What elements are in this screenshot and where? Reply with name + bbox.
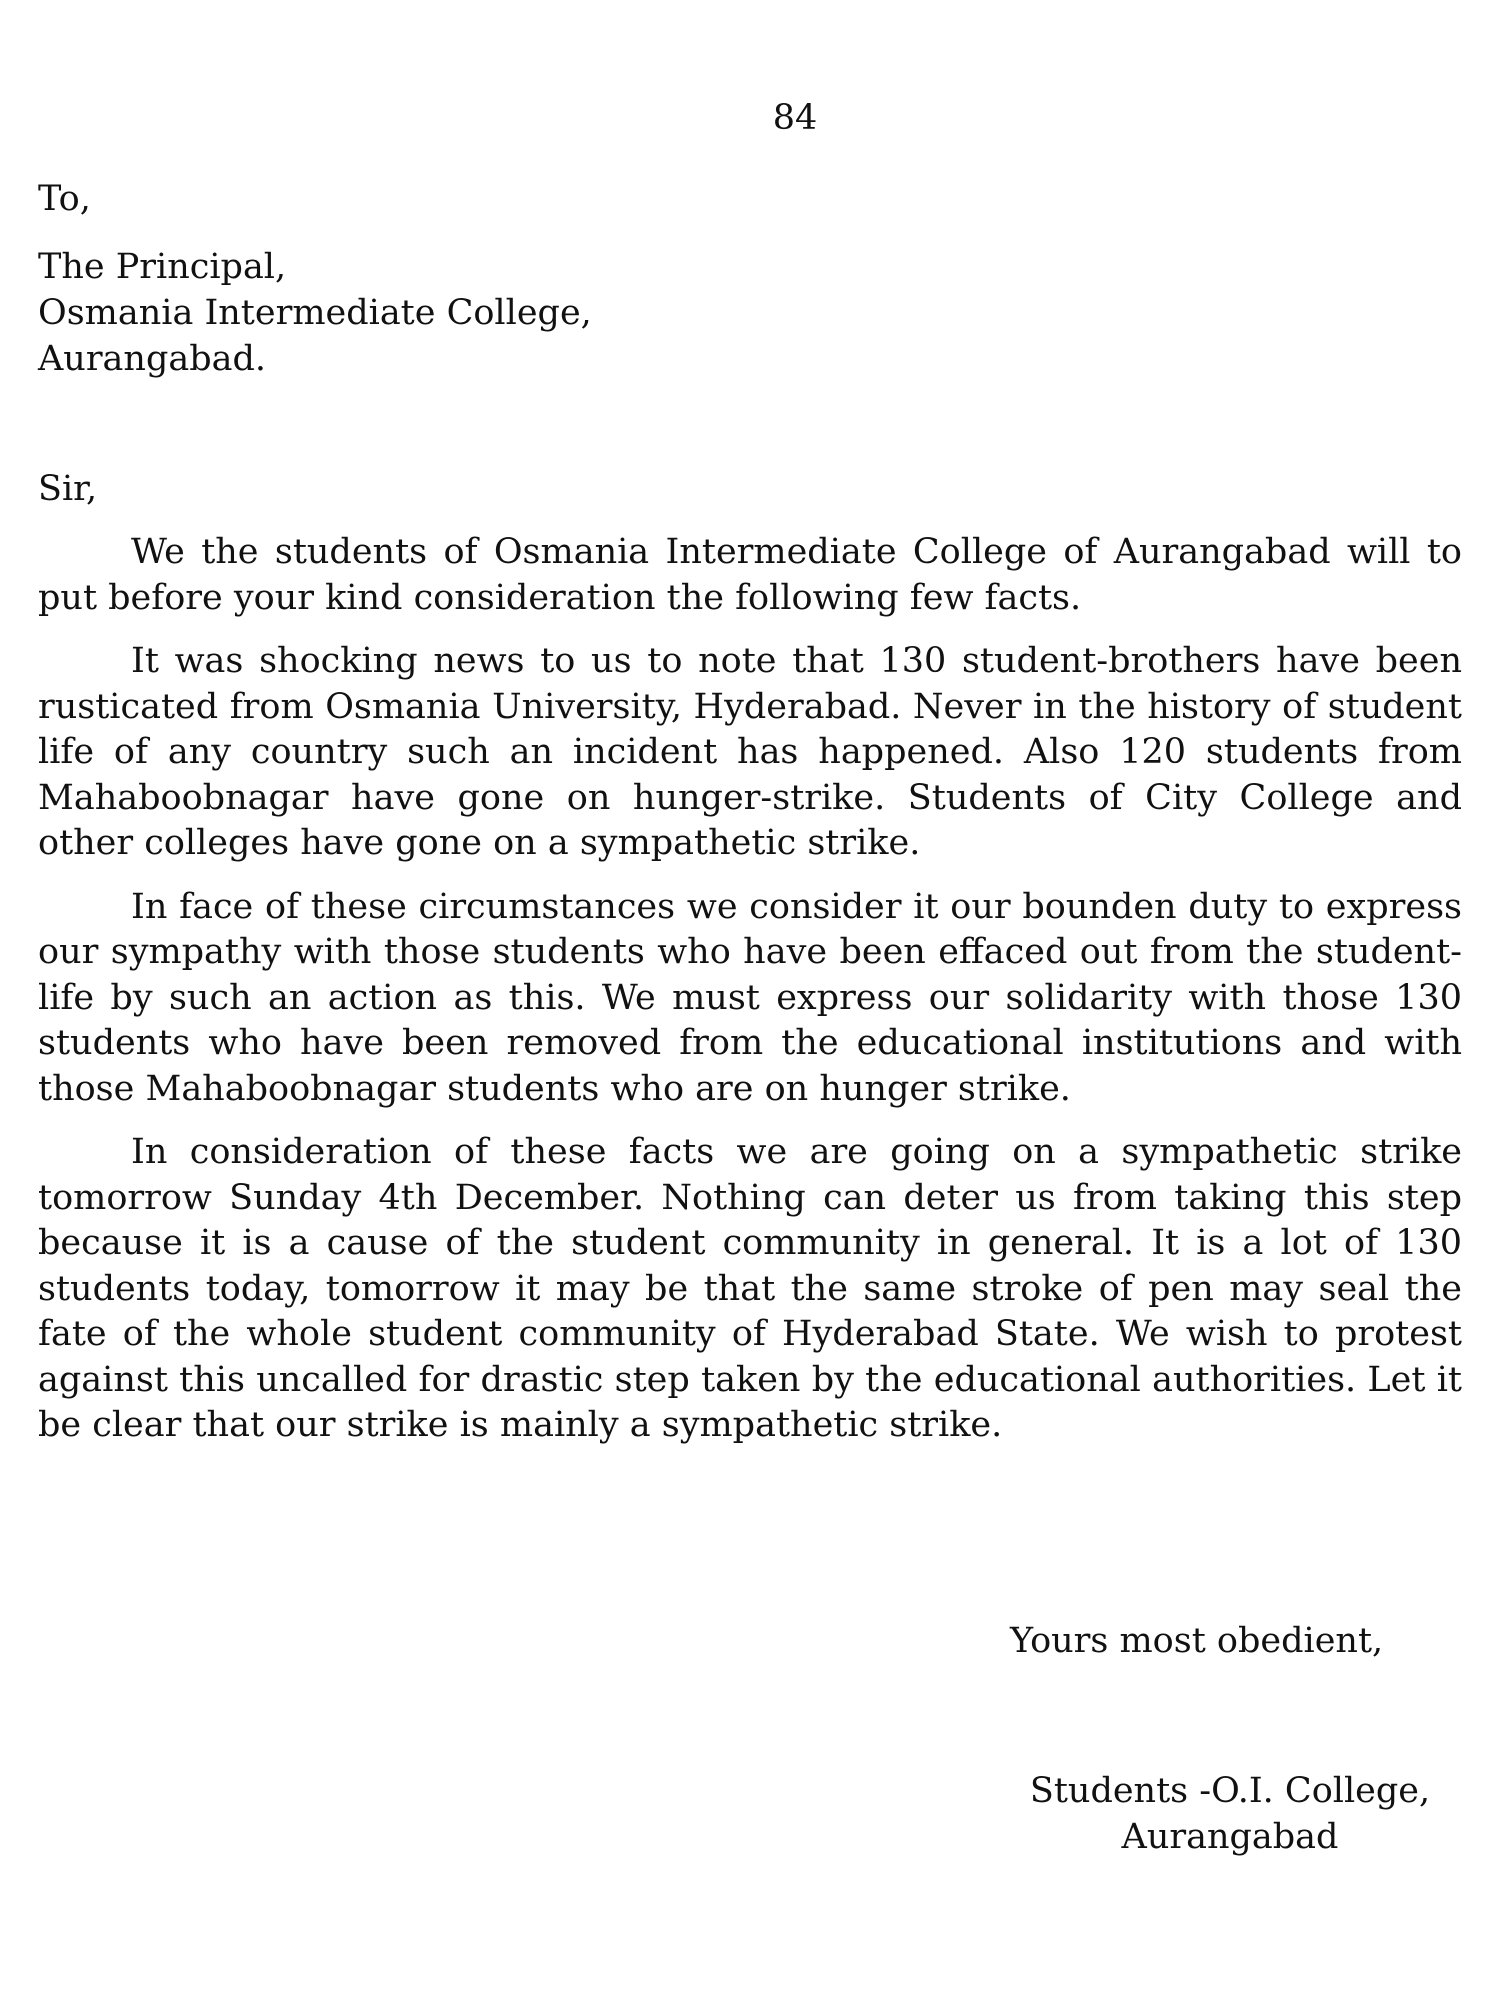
addressee-city: Aurangabad.: [38, 339, 267, 379]
signature-line-2: Aurangabad: [1121, 1817, 1339, 1857]
signature-block: [995, 1768, 1465, 1860]
addressee-gap: [38, 222, 1038, 244]
addressee-institution: Osmania Intermediate College,: [38, 293, 592, 333]
addressee-to: To,: [38, 179, 91, 219]
body-paragraph-1: We the students of Osmania Intermediate College of Aurangabad will to put before your kind consideration the following few facts.: [38, 532, 1462, 618]
body-paragraph-2: It was shocking news to us to note that 130 student-brothers have been rusticated from Osmania University, Hyderabad. Never in the history of student life of any country such an incident has happened. Also 120 students from Mahaboobnagar have gone on hunger-strike. Students of City College and other colleges have gone on a sympathetic strike.: [38, 641, 1462, 863]
body-paragraph-3: In face of these circumstances we consider it our bounden duty to express our sympathy with those students who have been effaced out from the student-life by such an action as this. We must express our solidarity with those 130 students who have been removed from the educational institutions and with those Mahaboobnagar students who are on hunger strike.: [38, 886, 1462, 1109]
signature-line-1: Students -O.I. College,: [1029, 1771, 1431, 1811]
closing-line: Yours most obedient,: [1010, 1621, 1384, 1661]
letter-body: [38, 530, 1462, 1467]
addressee-block: [38, 176, 1038, 382]
body-paragraph-4: In consideration of these facts we are going on a sympathetic strike tomorrow Sunday 4th December. Nothing can deter us from taking this step because it is a cause of the student community in general. It is a lot of 130 students today, tomorrow it may be that the same stroke of pen may seal the fate of the whole student community of Hyderabad State. We wish to protest against this uncalled for drastic step taken by the educational authorities. Let it be clear that our strike is mainly a sympathetic strike.: [38, 1132, 1462, 1445]
page-number: 84: [772, 98, 818, 138]
addressee-title: The Principal,: [38, 247, 287, 287]
salutation: Sir,: [38, 469, 98, 509]
